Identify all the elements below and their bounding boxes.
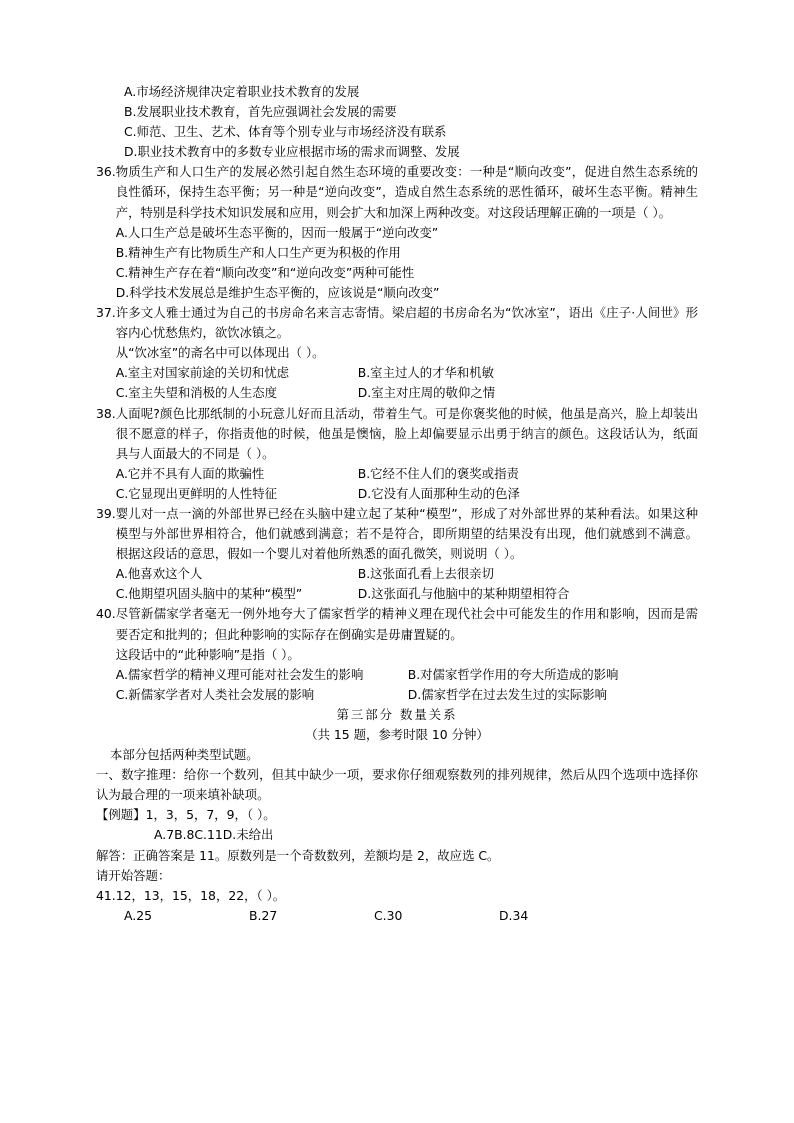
option-b: B.它经不住人们的褒奖或指责 [357, 465, 519, 481]
question-stem: 婴儿对一点一滴的外部世界已经在头脑中建立起了某种“模型”，形成了对外部世界的某种看法。如果这种模型与外部世界相符合，他们就感到满意；若不是符合，即所期望的结果没有出现，他们就感到不满意。根据这段话的意思，假如一个婴儿对着他所熟悉的面孔微笑，则说明（ ）。 [115, 505, 698, 562]
option-line: B.发展职业技术教育，首先应强调社会发展的需要 [124, 104, 397, 120]
example-options: A.7B.8C.11D.未给出 [154, 827, 274, 843]
option-c: C.它显现出更鲜明的人性特征 [115, 485, 277, 501]
question-41: 41.12，13，15，18，22，（ ）。 [96, 887, 286, 903]
option-c: C.精神生产存在着“顺向改变”和“逆向改变”两种可能性 [115, 264, 415, 280]
option-a: A.他喜欢这个人 [115, 566, 203, 582]
example-line [96, 805, 698, 825]
option-a: A.室主对国家前途的关切和忧虑 [115, 365, 289, 381]
option-b: B.室主过人的才华和机敏 [357, 365, 495, 381]
option-c: C.30 [374, 907, 403, 923]
option-d: D.它没有人面那种生动的色泽 [357, 485, 520, 501]
question-40 [96, 604, 698, 704]
section-intro: 本部分包括两种类型试题。 [110, 747, 259, 763]
option-b: B.对儒家哲学作用的夸大所造成的影响 [407, 666, 619, 682]
option-c: C.他期望巩固头脑中的某种“模型” [115, 586, 303, 602]
question-number: 38. [96, 405, 116, 421]
option-d: D.室主对庄周的敬仰之情 [357, 385, 496, 401]
option-c: C.室主失望和消极的人生态度 [115, 385, 277, 401]
question-36 [96, 162, 698, 303]
question-stem: 许多文人雅士通过为自己的书房命名来言志寄情。梁启超的书房命名为“饮冰室”，语出《庄子·人间世》形容内心忧愁焦灼，欲饮冰镇之。 [115, 305, 698, 341]
option-d: D.科学技术发展总是维护生态平衡的，应该说是“顺向改变” [115, 284, 440, 300]
option-a: A.人口生产总是破坏生态平衡的，因而一般属于“逆向改变” [115, 224, 439, 240]
option-b: B.27 [249, 907, 278, 923]
part-one-heading [96, 765, 698, 805]
option-d: D.34 [499, 907, 529, 923]
option-row [116, 383, 698, 403]
option-row [116, 584, 698, 604]
question-37 [96, 303, 698, 403]
option-c: C.新儒家学者对人类社会发展的影响 [115, 686, 315, 702]
question-number: 37. [96, 305, 116, 321]
option-row [116, 464, 698, 484]
option-d: D.儒家哲学在过去发生过的实际影响 [407, 686, 608, 702]
option-line: A.市场经济规律决定着职业技术教育的发展 [124, 84, 360, 99]
section-subtitle: （共 15 题，参考时限 10 分钟） [305, 727, 489, 742]
question-number: 36. [96, 164, 116, 180]
option-line: D.职业技术教育中的多数专业应根据市场的需求而调整、发展 [124, 144, 460, 160]
question-stem: 尽管新儒家学者毫无一例外地夸大了儒家哲学的精神义理在现代社会中可能发生的作用和影响，因而是需要否定和批判的；但此种影响的实际存在倒确实是毋庸置疑的。 [115, 606, 698, 642]
part-one-heading-text: 一、数字推理：给你一个数列，但其中缺少一项，要求你仔细观察数列的排列规律，然后从四个选项中选择你认为最合理的一项来填补缺项。 [96, 767, 698, 803]
question-stem: 人面呢?颜色比那纸制的小玩意儿好而且活动，带着生气。可是你褒奖他的时候，他虽是高兴，脸上却装出很不愿意的样子，你指责他的时候，他虽是懊恼，脸上却偏要显示出勇于纳言的颜色。这段话认为，纸面具与人面最大的不同是（ ）。 [115, 405, 698, 461]
question-38 [96, 404, 698, 504]
answer-explanation: 解答：正确答案是 11。原数列是一个奇数数列，差额均是 2，故应选 C。 [96, 847, 500, 863]
option-d: D.这张面孔与他脑中的某种期望相符合 [357, 586, 570, 602]
question-number: 39. [96, 505, 116, 521]
option-a: A.它并不具有人面的欺骗性 [115, 465, 265, 481]
document-body [96, 82, 698, 926]
option-row [116, 564, 698, 584]
question-41-options [96, 906, 698, 926]
question-stem: 物质生产和人口生产的发展必然引起自然生态环境的重要改变：一种是“顺向改变”，促进自然生态系统的良性循环，保持生态平衡；另一种是“逆向改变”，造成自然生态系统的恶性循环，破坏生态平衡。精神生产，特别是科学技术知识发展和应用，则会扩大和加深上两种改变。对这段话理解正确的一项是（ ）。 [115, 164, 698, 220]
option-row [116, 363, 698, 383]
option-a: A.25 [124, 907, 152, 923]
option-b: B.精神生产有比物质生产和人口生产更为积极的作用 [115, 244, 401, 260]
option-line: C.师范、卫生、艺术、体育等个别专业与市场经济没有联系 [124, 124, 447, 140]
option-b: B.这张面孔看上去很亲切 [357, 566, 495, 582]
option-a: A.儒家哲学的精神义理可能对社会发生的影响 [115, 666, 364, 682]
begin-answering-line: 请开始答题： [96, 867, 171, 883]
example-sequence: 1，3，5，7，9，（ ）。 [145, 807, 276, 823]
question-subline: 从“饮冰室”的斋名中可以体现出（ ）。 [115, 345, 325, 361]
option-row [116, 665, 698, 685]
option-row [116, 685, 698, 705]
question-subline: 这段话中的“此种影响”是指（ ）。 [115, 646, 300, 662]
example-label: 【例题】 [96, 807, 146, 823]
question-number: 40. [96, 606, 116, 622]
option-row [116, 484, 698, 504]
question-39 [96, 504, 698, 604]
section-title: 第三部分 数量关系 [336, 706, 458, 722]
